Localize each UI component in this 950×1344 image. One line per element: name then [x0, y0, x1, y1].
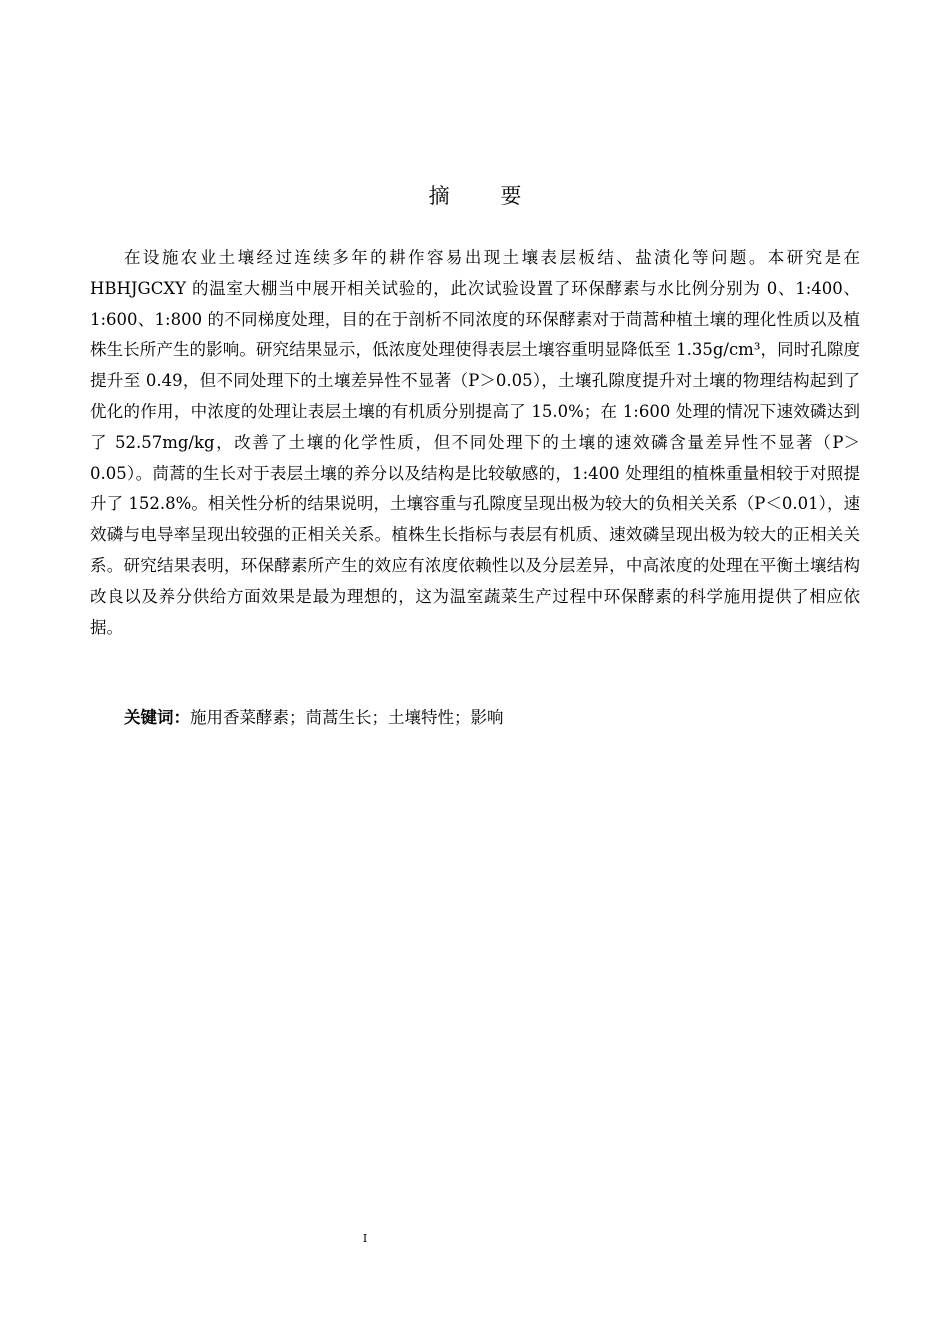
abstract-paragraph: 在设施农业土壤经过连续多年的耕作容易出现土壤表层板结、盐渍化等问题。本研究是在 HBHJGCXY 的温室大棚当中展开相关试验的，此次试验设置了环保酵素与水比例分别为 0、1:400、1:600、1:800 的不同梯度处理，目的在于剖析不同浓度的环保酵素对于茼蒿种植土壤的理化性质以及植株生长所产生的影响。研究结果显示，低浓度处理使得表层土壤容重明显降低至 1.35g/cm³，同时孔隙度提升至 0.49，但不同处理下的土壤差异性不显著（P＞0.05），土壤孔隙度提升对土壤的物理结构起到了优化的作用，中浓度的处理让表层土壤的有机质分别提高了 15.0%；在 1:600 处理的情况下速效磷达到了 52.57mg/kg，改善了土壤的化学性质，但不同处理下的土壤的速效磷含量差异性不显著（P＞0.05）。茼蒿的生长对于表层土壤的养分以及结构是比较敏感的，1:400 处理组的植株重量相较于对照提升了 152.8%。相关性分析的结果说明，土壤容重与孔隙度呈现出极为较大的负相关关系（P＜0.01），速效磷与电导率呈现出较强的正相关关系。植株生长指标与表层有机质、速效磷呈现出极为较大的正相关关系。研究结果表明，环保酵素所产生的效应有浓度依赖性以及分层差异，中高浓度的处理在平衡土壤结构改良以及养分供给方面效果是最为理想的，这为温室蔬菜生产过程中环保酵素的科学施用提供了相应依据。 — [90, 248, 860, 637]
keywords-text: 施用香菜酵素；茼蒿生长；土壤特性；影响 — [190, 708, 504, 727]
page-number: I — [362, 1232, 368, 1245]
keywords-line — [124, 703, 504, 734]
keywords-label: 关键词： — [124, 708, 190, 727]
page-title: 摘 要 — [428, 184, 544, 208]
